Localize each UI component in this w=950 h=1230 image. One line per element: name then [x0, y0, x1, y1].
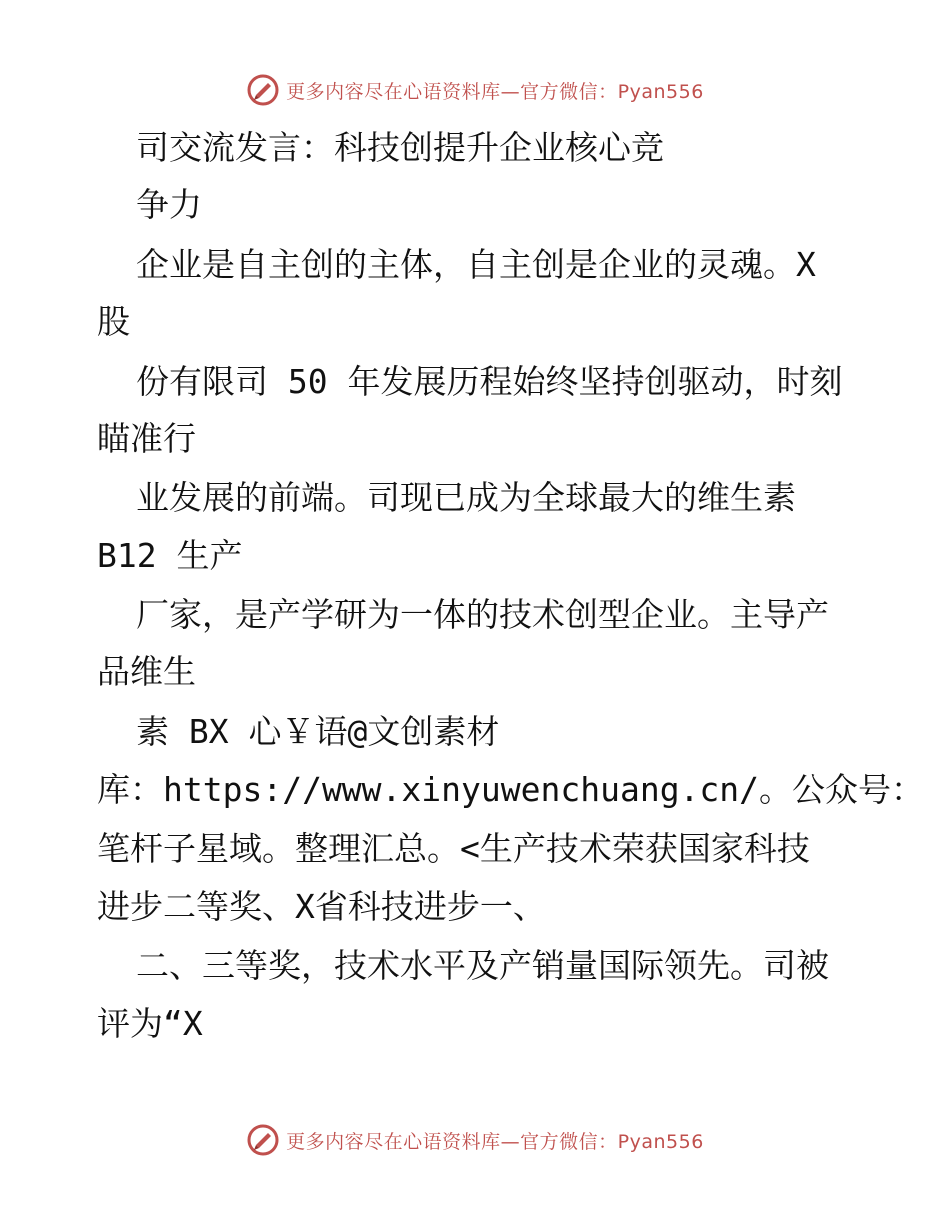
doc-line: 品维生: [97, 652, 196, 691]
header-banner: [0, 70, 950, 110]
doc-line: 企业是自主创的主体，自主创是企业的灵魂。X: [136, 245, 816, 284]
doc-line: 瞄准行: [97, 419, 196, 458]
doc-line: 进步二等奖、X省科技进步一、: [97, 887, 546, 926]
doc-line: 争力: [136, 185, 202, 224]
pen-logo-icon: [246, 73, 280, 107]
doc-line: 素 BX 心￥语@文创素材: [136, 712, 500, 751]
footer-banner: [0, 1120, 950, 1160]
footer-banner-text: 更多内容尽在心语资料库—官方微信：Pyan556: [286, 1130, 704, 1153]
doc-line: 笔杆子星域。整理汇总。<生产技术荣获国家科技: [97, 829, 810, 868]
doc-line: 业发展的前端。司现已成为全球最大的维生素: [136, 478, 796, 517]
doc-line: 评为“X: [97, 1004, 203, 1043]
doc-line: 股: [97, 302, 130, 341]
doc-line: B12 生产: [97, 536, 243, 575]
pen-logo-icon: [246, 1123, 280, 1157]
doc-line: 二、三等奖，技术水平及产销量国际领先。司被: [136, 946, 829, 985]
doc-line: 份有限司 50 年发展历程始终坚持创驱动，时刻: [136, 362, 843, 401]
doc-line: 库：https://www.xinyuwenchuang.cn/。公众号：: [97, 770, 925, 809]
header-banner-text: 更多内容尽在心语资料库—官方微信：Pyan556: [286, 80, 704, 103]
doc-line: 厂家，是产学研为一体的技术创型企业。主导产: [136, 595, 829, 634]
doc-line: 司交流发言：科技创提升企业核心竞: [136, 128, 664, 167]
